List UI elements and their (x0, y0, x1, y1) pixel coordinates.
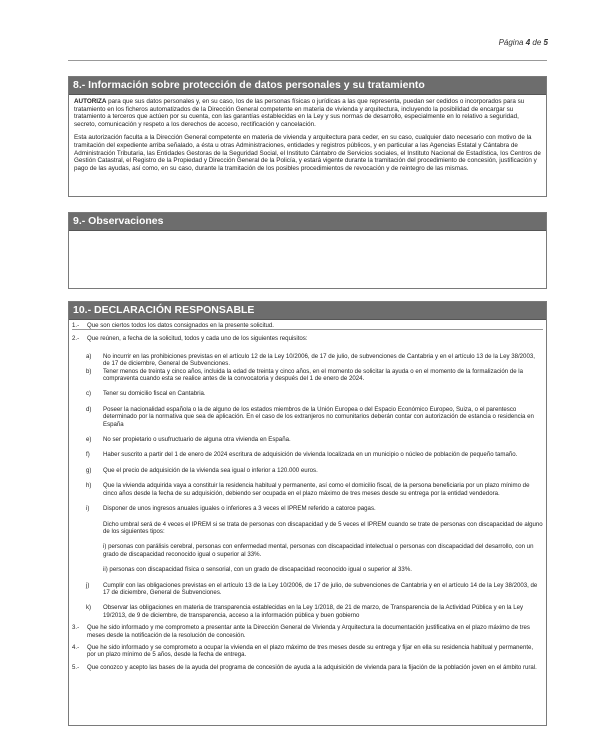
item-text: Que reúnen, a fecha de la solicitud, todos y cada uno de los siguientes requisitos: (87, 335, 308, 343)
requirement-item (86, 467, 543, 474)
page-current: 4 (525, 38, 531, 47)
declaration-item (72, 322, 543, 330)
item-text: Que he sido informado y me comprometo a presentar ante la Dirección General de Vivienda y Arquitectura la documentación justificativa en el plazo máximo de tres meses desde la notificación de la resolución de concesión. (87, 624, 530, 639)
requirement-note: Dicho umbral será de 4 veces el IPREM si se trata de personas con discapacidad y de 5 veces el IPREM cuando se trate de personas con discapacidad de alguno de los siguientes tipos: (103, 520, 543, 535)
requirement-text: Tener su domicilio fiscal en Cantabria. (103, 390, 206, 398)
item-text: Que conozco y acepto las bases de la ayuda del programa de concesión de ayuda a la adquisición de vivienda para la fijación de la población joven en el ámbito rural. (87, 663, 537, 671)
requirement-item (86, 390, 543, 397)
page-label: Página (498, 38, 524, 47)
header-divider (68, 60, 547, 61)
authorization-text: para que sus datos personales y, en su caso, los de las personas físicas o jurídicas a las que representa, puedan ser cedidos o incorporados para su tratamiento en los ficheros automatizados de la Dirección General competente en materia de vivienda y arquitectura, incluyendo la posibilidad de encargar su tratamiento a terceros que actúen por su cuenta, con las garantías establecidas en la Ley y sus normas de desarrollo, especialmente en lo relativo a seguridad, secreto, comunicación y respeto a los derechos de acceso, rectificación y cancelación. (74, 98, 525, 128)
requirement-text: No ser propietario o usufructuario de alguna otra vivienda en España. (103, 436, 291, 444)
section-data-protection (68, 76, 547, 197)
requirement-text: Observar las obligaciones en materia de transparencia establecidas en la Ley 1/2018, de 21 de marzo, de Transparencia de la Actividad Pública y en la Ley 19/2013, de 9 de diciembre, de transparencia, acceso a la información pública y buen gobierno (103, 604, 524, 619)
declaration-item (72, 335, 543, 342)
authorization-paragraph (74, 98, 541, 128)
declaration-item (72, 664, 543, 671)
requirement-letter: k) (86, 604, 92, 612)
section-observations (68, 212, 547, 289)
section-declaration (68, 301, 547, 726)
requirement-letter: b) (86, 367, 92, 375)
page-number (499, 38, 548, 47)
requirement-text: Cumplir con las obligaciones previstas en el artículo 13 de la Ley 10/2006, de 17 de julio, de subvenciones de Cantabria y en el artículo 14 de la Ley 38/2003, de 17 de diciembre, General de Subvenciones. (103, 581, 538, 596)
section-body (69, 95, 546, 181)
requirement-text: Poseer la nacionalidad española o la de alguno de los estados miembros de la Unión Europea o del Espacio Económico Europeo, Suiza, o el parentesco determinado por la normativa que sea de aplicación. En el caso de los extranjeros no comunitarios deberán contar con autorización de estancia o residencia en España (103, 405, 534, 428)
requirement-note: i) personas con parálisis cerebral, personas con enfermedad mental, personas con discapacidad intelectual o personas con discapacidad del desarrollo, con un grado de discapacidad reconocido igual o superior al 33%. (103, 543, 534, 558)
requirement-item (86, 505, 543, 512)
requirement-letter: h) (86, 482, 92, 490)
item-number: 2.- (72, 335, 80, 343)
requirement-item (86, 406, 543, 428)
page-of: de (532, 38, 542, 47)
observations-field[interactable] (69, 231, 546, 293)
requirement-item (86, 451, 543, 458)
requirement-text: Haber suscrito a partir del 1 de enero de 2024 escritura de adquisición de vivienda localizada en un municipio o núcleo de población de pequeño tamaño. (103, 451, 518, 459)
section-title: 8.- Información sobre protección de datos personales y su tratamiento (69, 77, 546, 95)
item-text: Que son ciertos todos los datos consignados en la presente solicitud. (87, 322, 274, 329)
requirement-item (86, 482, 543, 497)
item-number: 4.- (72, 643, 80, 651)
requirement-item (86, 604, 543, 619)
declaration-item (72, 624, 543, 639)
requirement-letter: g) (86, 466, 92, 474)
declaration-item (72, 644, 543, 659)
item-text: Que he sido informado y se comprometo a ocupar la vivienda en el plazo máximo de tres meses desde su entrega y fijar en ella su residencia habitual y permanente, por un plazo mínimo de 5 años, desde la fecha de entrega. (87, 643, 534, 659)
section-title: 9.- Observaciones (69, 213, 546, 231)
requirement-letter: c) (86, 390, 92, 398)
authorizes-label: AUTORIZA (74, 98, 107, 105)
requirement-text: No incurrir en las prohibiciones previstas en el artículo 12 de la Ley 10/2006, de 17 de julio, de subvenciones de Cantabria y en el artículo 13 de la Ley 38/2003, de 17 de diciembre, General de Subvenciones. (103, 352, 535, 368)
requirement-item (86, 436, 543, 443)
requirement-letter: f) (86, 451, 90, 459)
requirement-item (86, 353, 543, 368)
requirement-letter: e) (86, 436, 92, 444)
requirement-text: Disponer de unos ingresos anuales iguales o inferiores a 3 veces el IPREM referido a catorce pagas. (103, 505, 376, 513)
requirement-text: Que el precio de adquisición de la vivienda sea igual o inferior a 120.000 euros. (103, 466, 318, 474)
requirement-letter: i) (86, 505, 90, 513)
item-number: 5.- (72, 663, 80, 671)
requirement-item (86, 368, 543, 383)
requirement-note: ii) personas con discapacidad física o sensorial, con un grado de discapacidad reconocido igual o superior al 33%. (103, 566, 412, 574)
requirement-text: Que la vivienda adquirida vaya a constituir la residencia habitual y permanente, así como el domicilio fiscal, de la persona beneficiaria por un plazo mínimo de cinco años desde la fecha de su adquisición, debiendo ser ocupada en el plazo máximo de tres meses desde su entrega por la entidad vendedora. (103, 482, 530, 497)
declaration-body (69, 320, 546, 673)
requirement-text: Tener menos de treinta y cinco años, incluida la edad de treinta y cinco años, en el momento de solicitar la ayuda o en el momento de la formalización de la compraventa cuando esta se realice antes de la convocatoria y después del 1 de enero de 2024. (103, 367, 524, 383)
page-total: 5 (543, 38, 548, 47)
cession-paragraph: Esta autorización faculta a la Dirección General competente en materia de vivienda y arquitectura para ceder, en su caso, cualquier dato necesario con motivo de la tramitación del expediente arriba señalado, a ésta u otras Administraciones, entidades y registros públicos, y en particular a las Agencias Estatal y Cántabra de Administración Tributaria, las Entidades Gestoras de la Seguridad Social, el Instituto Cántabro de Servicios sociales, el Instituto Nacional de Estadística, los Centros de Gestión Catastral, el Registro de la Propiedad y Dirección General de la Policía, y estará vigente durante la tramitación del procedimiento de concesión, justificación y pago de las ayudas, así como, en su caso, durante la tramitación de los posibles procedimientos de revocación y de reintegro de las mismas. (74, 134, 541, 172)
requirement-letter: j) (86, 581, 90, 589)
requirement-letter: d) (86, 405, 92, 413)
item-number: 1.- (72, 322, 80, 329)
requirement-letter: a) (86, 352, 92, 360)
section-title: 10.- DECLARACIÓN RESPONSABLE (69, 302, 546, 320)
requirement-item (86, 582, 543, 597)
item-number: 3.- (72, 624, 80, 632)
